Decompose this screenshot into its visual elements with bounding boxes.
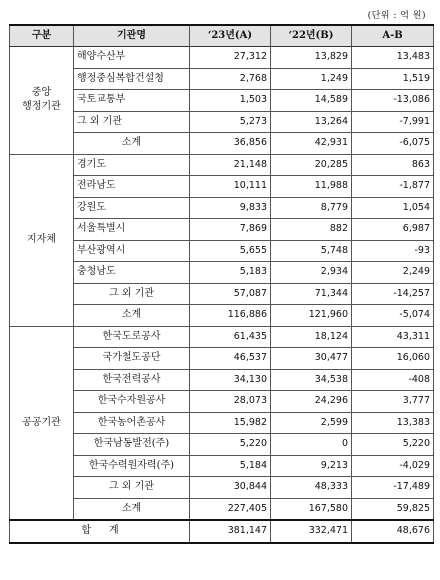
value-cell-diff: -17,489 <box>352 477 434 499</box>
value-cell-a: 116,886 <box>190 305 271 327</box>
header-diff: A-B <box>352 25 434 47</box>
value-cell-diff: -5,074 <box>352 305 434 327</box>
value-cell-b: 5,748 <box>271 240 352 262</box>
value-cell-diff: 13,383 <box>352 412 434 434</box>
value-cell-b: 9,213 <box>271 455 352 477</box>
value-cell-b: 8,779 <box>271 197 352 219</box>
value-cell-a: 2,768 <box>190 68 271 90</box>
value-cell-a: 5,220 <box>190 434 271 456</box>
value-cell-diff: -1,877 <box>352 176 434 198</box>
agency-name-cell: 소계 <box>74 305 190 327</box>
unit-label: (단위 : 억 원) <box>367 11 426 21</box>
table-row <box>10 434 434 456</box>
agency-name-cell: 한국수력원자력(주) <box>74 455 190 477</box>
value-cell-diff: 1,054 <box>352 197 434 219</box>
grand-total-label: 합계 <box>10 520 190 543</box>
grand-total-value-b: 332,471 <box>271 520 352 543</box>
value-cell-b: 42,931 <box>271 133 352 155</box>
grand-total-value-a: 381,147 <box>190 520 271 543</box>
header-category: 구분 <box>10 25 74 47</box>
value-cell-b: 13,264 <box>271 111 352 133</box>
value-cell-b: 2,934 <box>271 262 352 284</box>
value-cell-a: 10,111 <box>190 176 271 198</box>
table-row <box>10 240 434 262</box>
table-row <box>10 197 434 219</box>
subtotal-row <box>10 133 434 155</box>
value-cell-diff: 59,825 <box>352 498 434 520</box>
value-cell-a: 15,982 <box>190 412 271 434</box>
value-cell-a: 9,833 <box>190 197 271 219</box>
agency-name-cell: 그 외 기관 <box>74 111 190 133</box>
agency-name-cell: 한국농어촌공사 <box>74 412 190 434</box>
value-cell-b: 13,829 <box>271 47 352 69</box>
agency-name-cell: 서울특별시 <box>74 219 190 241</box>
value-cell-a: 46,537 <box>190 348 271 370</box>
agency-name-cell: 한국도로공사 <box>74 326 190 348</box>
value-cell-diff: -14,257 <box>352 283 434 305</box>
table-row <box>10 111 434 133</box>
table-body <box>10 47 434 543</box>
agency-name-cell: 한국수자원공사 <box>74 391 190 413</box>
value-cell-diff: 2,249 <box>352 262 434 284</box>
value-cell-b: 18,124 <box>271 326 352 348</box>
value-cell-diff: 6,987 <box>352 219 434 241</box>
agency-name-cell: 충청남도 <box>74 262 190 284</box>
agency-name-cell: 국토교통부 <box>74 90 190 112</box>
value-cell-a: 21,148 <box>190 154 271 176</box>
value-cell-b: 30,477 <box>271 348 352 370</box>
value-cell-a: 5,184 <box>190 455 271 477</box>
table-row <box>10 262 434 284</box>
value-cell-a: 7,869 <box>190 219 271 241</box>
subtotal-row <box>10 498 434 520</box>
value-cell-b: 14,589 <box>271 90 352 112</box>
table-row <box>10 90 434 112</box>
table-row <box>10 326 434 348</box>
agency-name-cell: 국가철도공단 <box>74 348 190 370</box>
agency-name-cell: 행정중심복합건설청 <box>74 68 190 90</box>
value-cell-a: 5,655 <box>190 240 271 262</box>
value-cell-b: 24,296 <box>271 391 352 413</box>
category-cell: 중앙 행정기관 <box>10 47 74 155</box>
value-cell-diff: 3,777 <box>352 391 434 413</box>
agency-name-cell: 그 외 기관 <box>74 283 190 305</box>
table-row <box>10 154 434 176</box>
table-row <box>10 68 434 90</box>
grand-total-row <box>10 520 434 543</box>
value-cell-b: 1,249 <box>271 68 352 90</box>
table-row <box>10 391 434 413</box>
value-cell-a: 227,405 <box>190 498 271 520</box>
table-row <box>10 455 434 477</box>
value-cell-diff: -4,029 <box>352 455 434 477</box>
value-cell-diff: 16,060 <box>352 348 434 370</box>
value-cell-a: 61,435 <box>190 326 271 348</box>
value-cell-a: 57,087 <box>190 283 271 305</box>
agency-name-cell: 전라남도 <box>74 176 190 198</box>
table-row <box>10 369 434 391</box>
table-row <box>10 219 434 241</box>
value-cell-b: 71,344 <box>271 283 352 305</box>
agency-name-cell: 강원도 <box>74 197 190 219</box>
value-cell-b: 34,538 <box>271 369 352 391</box>
value-cell-a: 5,273 <box>190 111 271 133</box>
value-cell-b: 882 <box>271 219 352 241</box>
subtotal-row <box>10 305 434 327</box>
agency-name-cell: 한국남동발전(주) <box>74 434 190 456</box>
value-cell-b: 167,580 <box>271 498 352 520</box>
value-cell-a: 5,183 <box>190 262 271 284</box>
value-cell-a: 1,503 <box>190 90 271 112</box>
category-cell: 공공기관 <box>10 326 74 520</box>
value-cell-diff: -7,991 <box>352 111 434 133</box>
value-cell-diff: 863 <box>352 154 434 176</box>
table-row <box>10 47 434 69</box>
value-cell-diff: -408 <box>352 369 434 391</box>
agency-name-cell: 그 외 기관 <box>74 477 190 499</box>
value-cell-diff: -6,075 <box>352 133 434 155</box>
table-row <box>10 412 434 434</box>
value-cell-diff: -93 <box>352 240 434 262</box>
agency-name-cell: 소계 <box>74 498 190 520</box>
header-agency: 기관명 <box>74 25 190 47</box>
table-row <box>10 348 434 370</box>
value-cell-diff: 5,220 <box>352 434 434 456</box>
agency-name-cell: 부산광역시 <box>74 240 190 262</box>
header-2023: ‘23년(A) <box>190 25 271 47</box>
value-cell-diff: 13,483 <box>352 47 434 69</box>
value-cell-diff: 43,311 <box>352 326 434 348</box>
value-cell-a: 30,844 <box>190 477 271 499</box>
value-cell-diff: 1,519 <box>352 68 434 90</box>
value-cell-b: 11,988 <box>271 176 352 198</box>
budget-table <box>9 24 434 544</box>
value-cell-a: 28,073 <box>190 391 271 413</box>
header-2022: ‘22년(B) <box>271 25 352 47</box>
value-cell-b: 48,333 <box>271 477 352 499</box>
value-cell-a: 34,130 <box>190 369 271 391</box>
agency-name-cell: 한국전력공사 <box>74 369 190 391</box>
value-cell-a: 36,856 <box>190 133 271 155</box>
value-cell-b: 20,285 <box>271 154 352 176</box>
grand-total-value-diff: 48,676 <box>352 520 434 543</box>
value-cell-a: 27,312 <box>190 47 271 69</box>
table-row <box>10 477 434 499</box>
value-cell-b: 2,599 <box>271 412 352 434</box>
agency-name-cell: 해양수산부 <box>74 47 190 69</box>
table-row <box>10 283 434 305</box>
agency-name-cell: 소계 <box>74 133 190 155</box>
value-cell-b: 121,960 <box>271 305 352 327</box>
table-header-row <box>10 25 434 47</box>
category-cell: 지자체 <box>10 154 74 326</box>
agency-name-cell: 경기도 <box>74 154 190 176</box>
value-cell-b: 0 <box>271 434 352 456</box>
value-cell-diff: -13,086 <box>352 90 434 112</box>
table-row <box>10 176 434 198</box>
